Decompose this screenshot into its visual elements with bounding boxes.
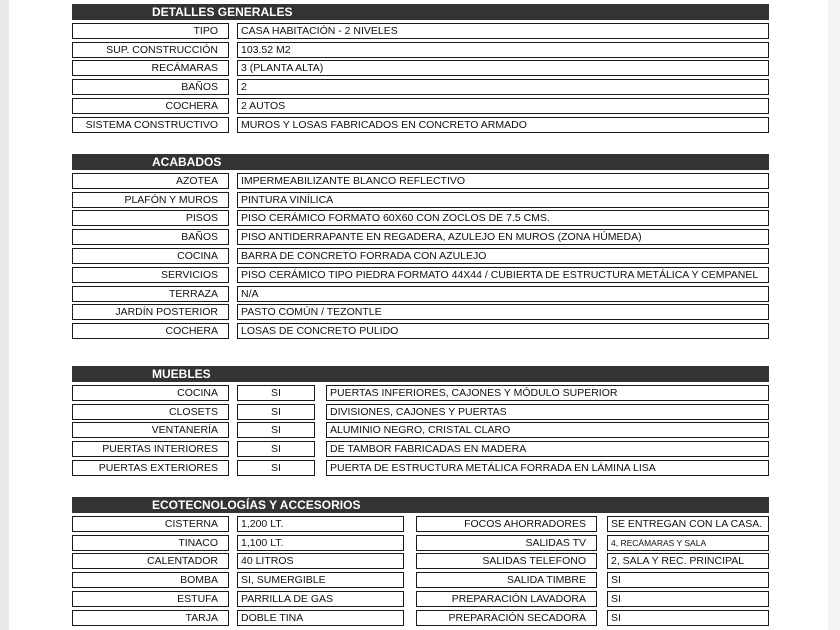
table-row [72, 572, 769, 588]
row-value: PISO CERÁMICO FORMATO 60X60 CON ZOCLOS DE 7.5 CMS. [237, 210, 769, 226]
row-label: BAÑOS [72, 79, 229, 95]
row-value: IMPERMEABILIZANTE BLANCO REFLECTIVO [237, 173, 769, 189]
included-flag: SI [237, 385, 315, 401]
table-row [72, 248, 769, 264]
table-row [72, 304, 769, 320]
row-value-2: SE ENTREGAN CON LA CASA. [607, 516, 769, 532]
row-value: 2 AUTOS [237, 98, 769, 114]
row-label: ESTUFA [72, 591, 229, 607]
row-value: PISO CERÁMICO TIPO PIEDRA FORMATO 44X44 / CUBIERTA DE ESTRUCTURA METÁLICA Y CEMPANEL [237, 267, 769, 283]
row-label-2: SALIDAS TV [416, 535, 597, 551]
page-margin-left [0, 0, 9, 630]
section-title: MUEBLES [72, 366, 769, 382]
row-value: PASTO COMÚN / TEZONTLE [237, 304, 769, 320]
table-row [72, 117, 769, 133]
row-label: TINACO [72, 535, 229, 551]
row-value-2: SI [607, 591, 769, 607]
section-title: DETALLES GENERALES [72, 4, 769, 20]
table-row [72, 441, 769, 457]
row-label: PLAFÓN Y MUROS [72, 192, 229, 208]
row-value: SI, SUMERGIBLE [237, 572, 404, 588]
row-value: MUROS Y LOSAS FABRICADOS EN CONCRETO ARMADO [237, 117, 769, 133]
section-detalles-generales [72, 4, 769, 133]
row-value-2: SI [607, 572, 769, 588]
row-label: SERVICIOS [72, 267, 229, 283]
table-row [72, 323, 769, 339]
row-label: COCHERA [72, 98, 229, 114]
row-label: CALENTADOR [72, 553, 229, 569]
row-value: PUERTA DE ESTRUCTURA METÁLICA FORRADA EN LÁMINA LISA [326, 460, 769, 476]
table-row [72, 42, 769, 58]
table-row [72, 23, 769, 39]
row-value-2: 2, SALA Y REC. PRINCIPAL [607, 553, 769, 569]
row-value-2: SI [607, 610, 769, 626]
row-value: BARRA DE CONCRETO FORRADA CON AZULEJO [237, 248, 769, 264]
row-label-2: PREPARACIÓN SECADORA [416, 610, 597, 626]
row-label-2: SALIDAS TELEFONO [416, 553, 597, 569]
section-ecotecnologias [72, 497, 769, 626]
table-row [72, 267, 769, 283]
table-row [72, 286, 769, 302]
table-row [72, 60, 769, 76]
row-value: ALUMINIO NEGRO, CRISTAL CLARO [326, 422, 769, 438]
section-acabados [72, 154, 769, 339]
row-label: TARJA [72, 610, 229, 626]
row-value: DE TAMBOR FABRICADAS EN MADERA [326, 441, 769, 457]
row-value: 103.52 M2 [237, 42, 769, 58]
row-value: 3 (PLANTA ALTA) [237, 60, 769, 76]
table-row [72, 385, 769, 401]
table-row [72, 192, 769, 208]
section-title: ACABADOS [72, 154, 769, 170]
table-row [72, 591, 769, 607]
table-row [72, 173, 769, 189]
row-value: PISO ANTIDERRAPANTE EN REGADERA, AZULEJO EN MUROS (ZONA HÚMEDA) [237, 229, 769, 245]
row-label: PUERTAS INTERIORES [72, 441, 229, 457]
row-label: TIPO [72, 23, 229, 39]
row-value: DOBLE TINA [237, 610, 404, 626]
included-flag: SI [237, 441, 315, 457]
table-row [72, 210, 769, 226]
row-label: CLOSETS [72, 404, 229, 420]
table-row [72, 79, 769, 95]
row-value: CASA HABITACIÓN - 2 NIVELES [237, 23, 769, 39]
row-label: VENTANERÍA [72, 422, 229, 438]
row-label: CISTERNA [72, 516, 229, 532]
row-label: AZOTEA [72, 173, 229, 189]
row-label-2: FOCOS AHORRADORES [416, 516, 597, 532]
included-flag: SI [237, 422, 315, 438]
row-label: JARDÍN POSTERIOR [72, 304, 229, 320]
row-value: LOSAS DE CONCRETO PULIDO [237, 323, 769, 339]
row-label: COCINA [72, 248, 229, 264]
section-title: ECOTECNOLOGÍAS Y ACCESORIOS [72, 497, 769, 513]
row-value-2: 4, RECÁMARAS Y SALA [607, 535, 769, 551]
row-value: 40 LITROS [237, 553, 404, 569]
row-label: COCINA [72, 385, 229, 401]
row-label: SISTEMA CONSTRUCTIVO [72, 117, 229, 133]
row-value: PUERTAS INFERIORES, CAJONES Y MÓDULO SUPERIOR [326, 385, 769, 401]
row-value: 2 [237, 79, 769, 95]
row-label: SUP. CONSTRUCCIÓN [72, 42, 229, 58]
row-value: 1,100 LT. [237, 535, 404, 551]
row-value: N/A [237, 286, 769, 302]
row-value: PARRILLA DE GAS [237, 591, 404, 607]
row-label: TERRAZA [72, 286, 229, 302]
page-margin-right [828, 0, 840, 630]
row-label-2: SALIDA TIMBRE [416, 572, 597, 588]
row-label: RECÁMARAS [72, 60, 229, 76]
row-label: BOMBA [72, 572, 229, 588]
table-row [72, 610, 769, 626]
row-value: 1,200 LT. [237, 516, 404, 532]
table-row [72, 229, 769, 245]
table-row [72, 535, 769, 551]
table-row [72, 404, 769, 420]
section-muebles [72, 366, 769, 476]
row-label-2: PREPARACIÓN LAVADORA [416, 591, 597, 607]
row-label: COCHERA [72, 323, 229, 339]
table-row [72, 422, 769, 438]
row-label: BAÑOS [72, 229, 229, 245]
row-value: PINTURA VINÍLICA [237, 192, 769, 208]
table-row [72, 553, 769, 569]
row-value: DIVISIONES, CAJONES Y PUERTAS [326, 404, 769, 420]
table-row [72, 98, 769, 114]
table-row [72, 460, 769, 476]
included-flag: SI [237, 404, 315, 420]
row-label: PISOS [72, 210, 229, 226]
table-row [72, 516, 769, 532]
row-label: PUERTAS EXTERIORES [72, 460, 229, 476]
included-flag: SI [237, 460, 315, 476]
